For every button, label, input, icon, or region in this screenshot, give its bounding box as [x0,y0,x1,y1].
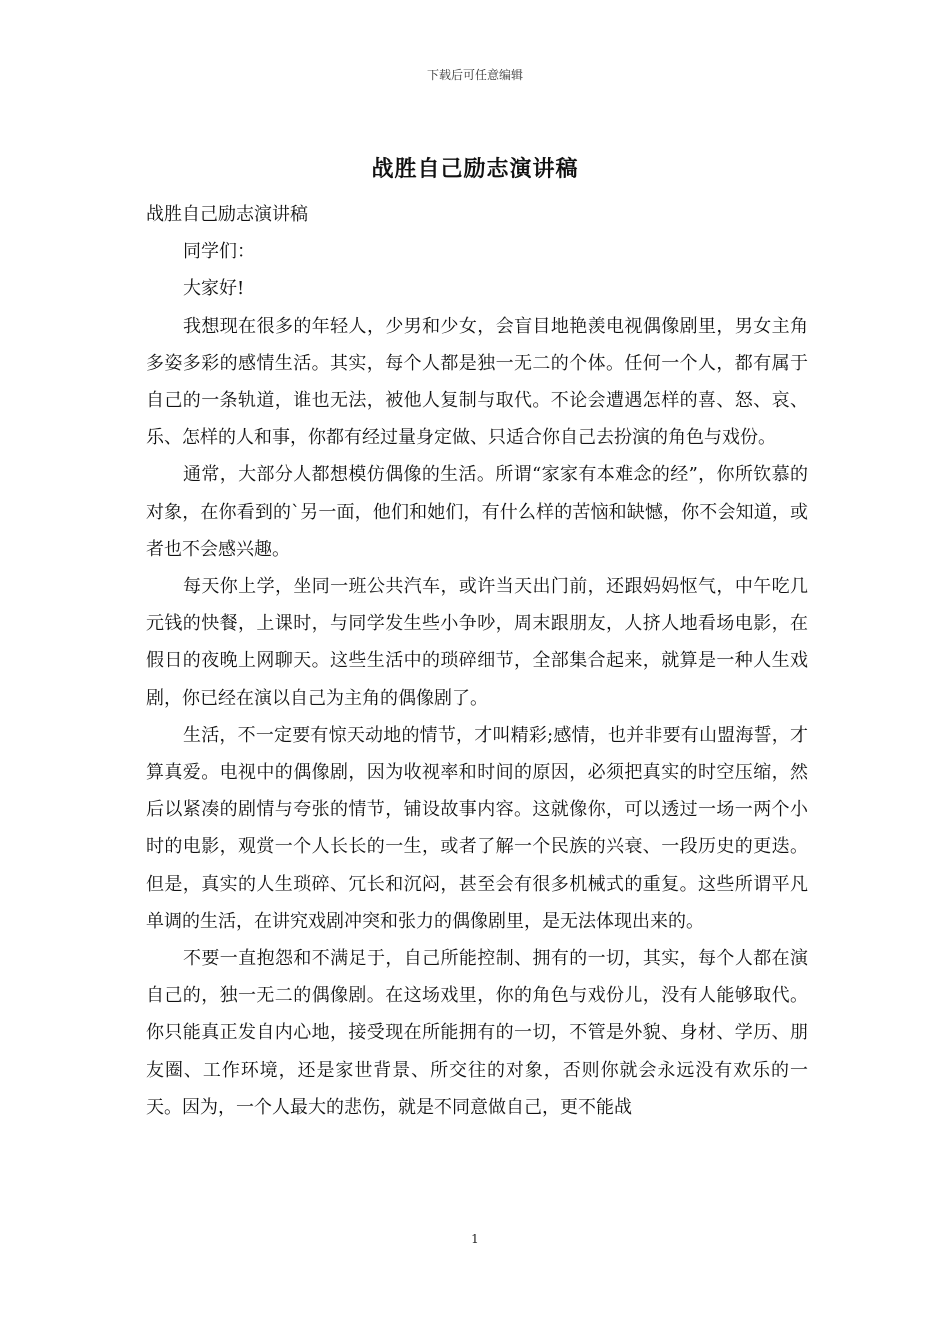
page-header: 下载后可任意编辑 [426,68,523,82]
paragraph: 不要一直抱怨和不满足于，自己所能控制、拥有的一切，其实，每个人都在演自己的，独一无二的偶像剧。在这场戏里，你的角色与戏份儿，没有人能够取代。你只能真正发自内心地，接受现在所能拥有的一切，不管是外貌、身材、学历、朋友圈、工作环境，还是家世背景、所交往的对象，否则你就会永远没有欢乐的一天。因为，一个人最大的悲伤，就是不同意做自己，更不能战 [146,948,808,1118]
document-title: 战胜自己励志演讲稿 [371,156,579,182]
document-body [146,196,808,1126]
paragraph: 通常，大部分人都想模仿偶像的生活。所谓“家家有本难念的经”，你所钦慕的对象，在你看到的`另一面，他们和她们，有什么样的苦恼和缺憾，你不会知道，或者也不会感兴趣。 [146,464,808,560]
paragraph: 同学们： [183,241,255,263]
paragraph: 战胜自己励志演讲稿 [146,204,308,225]
paragraph: 生活，不一定要有惊天动地的情节，才叫精彩;感情，也并非要有山盟海誓，才算真爱。电视中的偶像剧，因为收视率和时间的原因，必须把真实的时空压缩，然后以紧凑的剧情与夸张的情节，铺设故事内容。这就像你，可以透过一场一两个小时的电影，观赏一个人长长的一生，或者了解一个民族的兴衰、一段历史的更迭。但是，真实的人生琐碎、冗长和沉闷，甚至会有很多机械式的重复。这些所谓平凡单调的生活，在讲究戏剧冲突和张力的偶像剧里，是无法体现出来的。 [146,724,808,932]
paragraph: 每天你上学，坐同一班公共汽车，或许当天出门前，还跟妈妈怄气，中午吃几元钱的快餐，上课时，与同学发生些小争吵，周末跟朋友，人挤人地看场电影，在假日的夜晚上网聊天。这些生活中的琐碎细节，全部集合起来，就算是一种人生戏剧，你已经在演以自己为主角的偶像剧了。 [146,576,808,709]
paragraph: 我想现在很多的年轻人，少男和少女，会盲目地艳羡电视偶像剧里，男女主角多姿多彩的感情生活。其实，每个人都是独一无二的个体。任何一个人，都有属于自己的一条轨道，谁也无法，被他人复制与取代。不论会遭遇怎样的喜、怒、哀、乐、怎样的人和事，你都有经过量身定做、只适合你自己去扮演的角色与戏份。 [146,315,808,449]
page-number: 1 [471,1232,479,1246]
paragraph: 大家好! [183,278,245,300]
